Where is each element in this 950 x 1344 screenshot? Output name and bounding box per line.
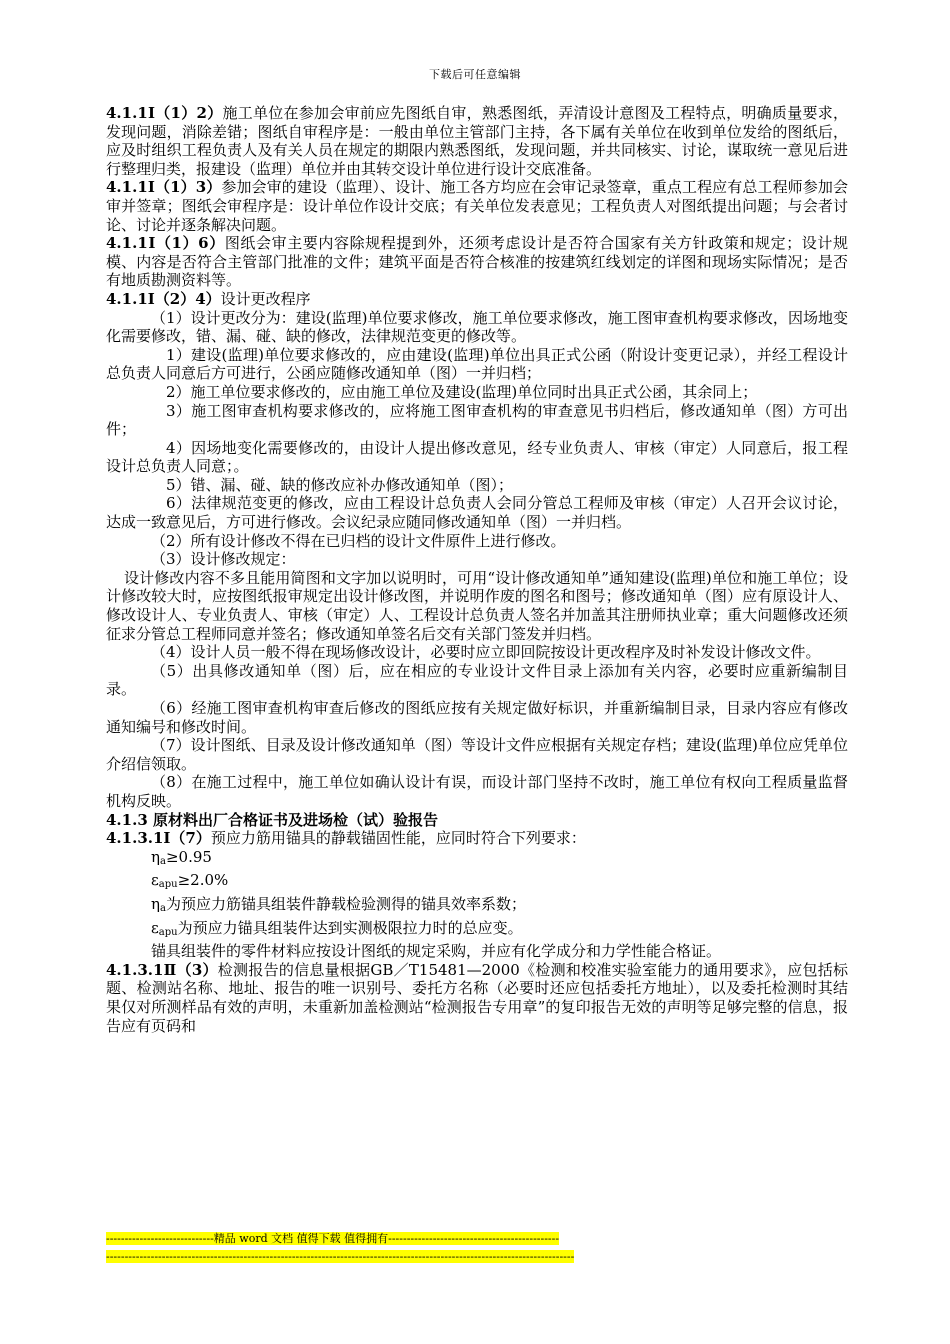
- formula-definition: [106, 895, 848, 919]
- paragraph-text: 设计更改程序: [220, 289, 311, 308]
- paragraph-text: 图纸会审主要内容除规程提到外，还须考虑设计是否符合国家有关方针政策和规定；设计规模、内容是否符合主管部门批准的文件；建筑平面是否符合核准的按建筑红线划定的详图和现场实际情况；是否有地质勘测资料等。: [106, 234, 848, 290]
- formula-subscript: a: [160, 902, 166, 914]
- formula-definition: [106, 919, 848, 943]
- list-item: （2）所有设计修改不得在已归档的设计文件原件上进行修改。: [151, 531, 566, 550]
- paragraph-text: 参加会审的建设（监理）、设计、施工各方均应在会审记录签章，重点工程应有总工程师参加会审并签章；图纸会审程序是：设计单位作设计交底；有关单位发表意见；工程负责人对图纸提出问题；与会者讨论、讨论并逐条解决问题。: [106, 178, 848, 234]
- list-item: 3）施工图审查机构要求修改的，应将施工图审查机构的审查意见书归档后，修改通知单（图）方可出件；: [106, 401, 848, 439]
- paragraph: [106, 961, 848, 1035]
- clause-number: 4.1.1Ⅰ（1）6）: [106, 234, 225, 253]
- formula-symbol: ε: [151, 871, 159, 890]
- footer-line: [106, 1230, 726, 1248]
- paragraph: 锚具组装件的零件材料应按设计图纸的规定采购，并应有化学成分和力学性能合格证。: [151, 942, 722, 961]
- list-item: （5）出具修改通知单（图）后，应在相应的专业设计文件目录上添加有关内容，必要时应重新编制目录。: [106, 661, 848, 699]
- clause-number: 4.1.1Ⅰ（1）2）: [106, 104, 223, 122]
- list-item: 设计修改内容不多且能用简图和文字加以说明时，可用“设计修改通知单”通知建设(监理)单位和施工单位；设计修改较大时，应按图纸报审规定出设计修改图，并说明作废的图名和图号；修改通知单（图）应有原设计人、修改设计人、专业负责人、审核（审定）人、工程设计总负责人签名并加盖其注册师执业章；重大问题修改还须征求分管总工程师同意并签名；修改通知单签名后交有关部门签发并归档。: [106, 568, 848, 643]
- footer-dashes: ------------------------------------------------------------------------------------------------------------------------------: [106, 1250, 575, 1263]
- clause-number: 4.1.1Ⅰ（1）3）: [106, 178, 222, 197]
- formula-subscript: apu: [158, 926, 178, 938]
- list-item: （4）设计人员一般不得在现场修改设计，必要时应立即回院按设计更改程序及时补发设计修改文件。: [151, 643, 821, 662]
- paragraph-text: 预应力筋用锚具的静载锚固性能，应同时符合下列要求：: [210, 829, 586, 848]
- clause-number: 4.1.3.1Ⅰ（7）: [106, 829, 211, 848]
- formula: [106, 848, 848, 872]
- list-item: 5）错、漏、碰、缺的修改应补办修改通知单（图）；: [166, 475, 514, 494]
- page-header: 下载后可任意编辑: [429, 68, 521, 81]
- formula-text: ≥2.0%: [177, 871, 229, 890]
- list-item: 4）因场地变化需要修改的，由设计人提出修改意见，经专业负责人、审核（审定）人同意后，报工程设计总负责人同意；。: [106, 438, 848, 476]
- list-item: 1）建设(监理)单位要求修改的，应由建设(监理)单位出具正式公函（附设计变更记录），并经工程设计总负责人同意后方可进行，公函应随修改通知单（图）一并归档；: [106, 345, 848, 383]
- paragraph: [106, 234, 848, 290]
- section-title: 4.1.3 原材料出厂合格证书及进场检（试）验报告: [106, 810, 438, 829]
- clause-number: 4.1.1Ⅰ（2）4）: [106, 289, 221, 308]
- footer-text: -----------------------------精品 word 文档 值得下载 值得拥有----------------------------------------------: [106, 1232, 560, 1245]
- formula-symbol: η: [151, 847, 160, 866]
- paragraph: [106, 829, 848, 848]
- list-item: （3）设计修改规定：: [151, 550, 296, 569]
- formula-symbol: ε: [151, 918, 159, 937]
- list-item: （7）设计图纸、目录及设计修改通知单（图）等设计文件应根据有关规定存档；建设(监理)单位应凭单位介绍信领取。: [106, 736, 848, 773]
- formula-text: 为预应力锚具组装件达到实测极限拉力时的总应变。: [177, 918, 523, 937]
- paragraph: [106, 104, 848, 178]
- clause-number: 4.1.3.1Ⅱ（3）: [106, 960, 218, 979]
- list-item: （6）经施工图审查机构审查后修改的图纸应按有关规定做好标识，并重新编制目录，目录内容应有修改通知编号和修改时间。: [106, 699, 848, 736]
- page-footer: [106, 1230, 726, 1266]
- paragraph: [106, 290, 848, 309]
- paragraph: [106, 178, 848, 234]
- formula-subscript: a: [160, 855, 166, 867]
- paragraph-text: 检测报告的信息量根据GB／T15481—2000《检测和校准实验室能力的通用要求》，应包括标题、检测站名称、地址、报告的唯一识别号、委托方名称（必要时还应包括委托方地址），以及委托检测时其结果仅对所测样品有效的声明，未重新加盖检测站“检测报告专用章”的复印报告无效的声明等足够完整的信息，报告应有页码和: [106, 960, 849, 1035]
- paragraph-text: 施工单位在参加会审前应先图纸自审，熟悉图纸，弄清设计意图及工程特点，明确质量要求，发现问题，消除差错；图纸自审程序是：一般由单位主管部门主持，各下属有关单位在收到单位发给的图纸后，应及时组织工程负责人及有关人员在规定的期限内熟悉图纸，发现问题，并共同核实、讨论，谋取统一意见后进行整理归类，报建设（监理）单位并由其转交设计单位进行设计交底准备。: [106, 104, 848, 178]
- formula-text: ≥0.95: [165, 847, 212, 866]
- document-body: [106, 104, 848, 1035]
- list-item: 6）法律规范变更的修改，应由工程设计总负责人会同分管总工程师及审核（审定）人召开会议讨论，达成一致意见后，方可进行修改。会议纪录应随同修改通知单（图）一并归档。: [106, 494, 848, 532]
- formula-subscript: apu: [158, 879, 178, 891]
- formula: [106, 871, 848, 895]
- list-item: （1）设计更改分为：建设(监理)单位要求修改，施工单位要求修改，施工图审查机构要求修改，因场地变化需要修改，错、漏、碰、缺的修改，法律规范变更的修改等。: [106, 308, 848, 346]
- list-item: 2）施工单位要求修改的，应由施工单位及建设(监理)单位同时出具正式公函，其余同上；: [166, 382, 758, 401]
- footer-line: [106, 1248, 726, 1266]
- formula-symbol: η: [151, 894, 160, 913]
- list-item: （8）在施工过程中，施工单位如确认设计有误，而设计部门坚持不改时，施工单位有权向工程质量监督机构反映。: [106, 773, 848, 810]
- formula-text: 为预应力筋锚具组装件静载检验测得的锚具效率系数；: [165, 894, 526, 913]
